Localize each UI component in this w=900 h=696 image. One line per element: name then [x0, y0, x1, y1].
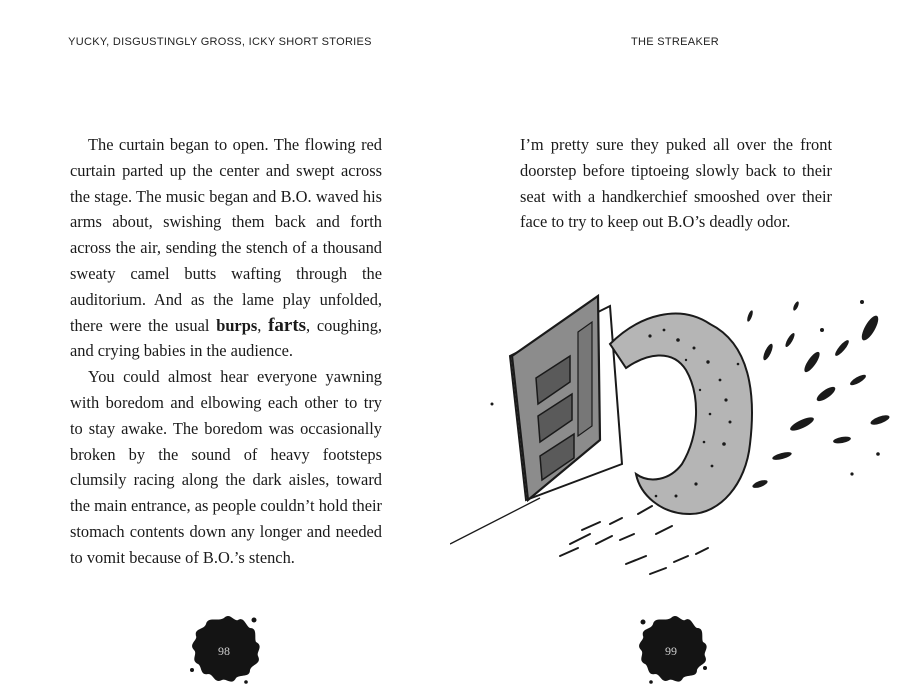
paragraph-1 [70, 132, 382, 364]
running-head-left: YUCKY, DISGUSTINGLY GROSS, ICKY SHORT STORIES [68, 36, 372, 48]
paragraph-2: You could almost hear everyone yawning with boredom and elbowing each other to try to stay awake. The boredom was occasionally broken by the sound of heavy footsteps clumsily racing along the dark aisles, toward the main entrance, as people couldn’t hold their stomach contents down any longer and needed to vomit because of B.O.’s stench. [70, 367, 382, 567]
door-vomit-illustration [450, 244, 900, 604]
page-number-98: 98 [218, 644, 230, 658]
right-page [450, 0, 900, 696]
right-body-text [520, 132, 832, 235]
separator: , [257, 315, 269, 335]
right-paragraph-1: I’m pretty sure they puked all over the front doorstep before tiptoeing slowly back to their seat with a handkerchief smooshed over their face to try to keep out B.O’s deadly odor. [520, 135, 832, 232]
paragraph-1-text-a: The curtain began to open. The flowing red curtain parted up the center and swept across the stage. The music began and B.O. waved his arms about, swishing them back and forth across the air, sending the stench of a thousand sweaty camel butts wafting through the auditorium. And as the lame play unfolded, there were the usual [70, 135, 382, 335]
paragraph-1-text-b: , coughing, and crying babies in the audience. [70, 315, 382, 361]
bold-word-burps: burps [216, 315, 258, 335]
bold-word-farts: farts [268, 314, 307, 336]
page-number-left [184, 608, 264, 688]
page-number-99: 99 [665, 644, 677, 658]
left-body-text [70, 132, 382, 571]
page-number-right [631, 608, 711, 688]
running-head-right: THE STREAKER [631, 36, 719, 48]
